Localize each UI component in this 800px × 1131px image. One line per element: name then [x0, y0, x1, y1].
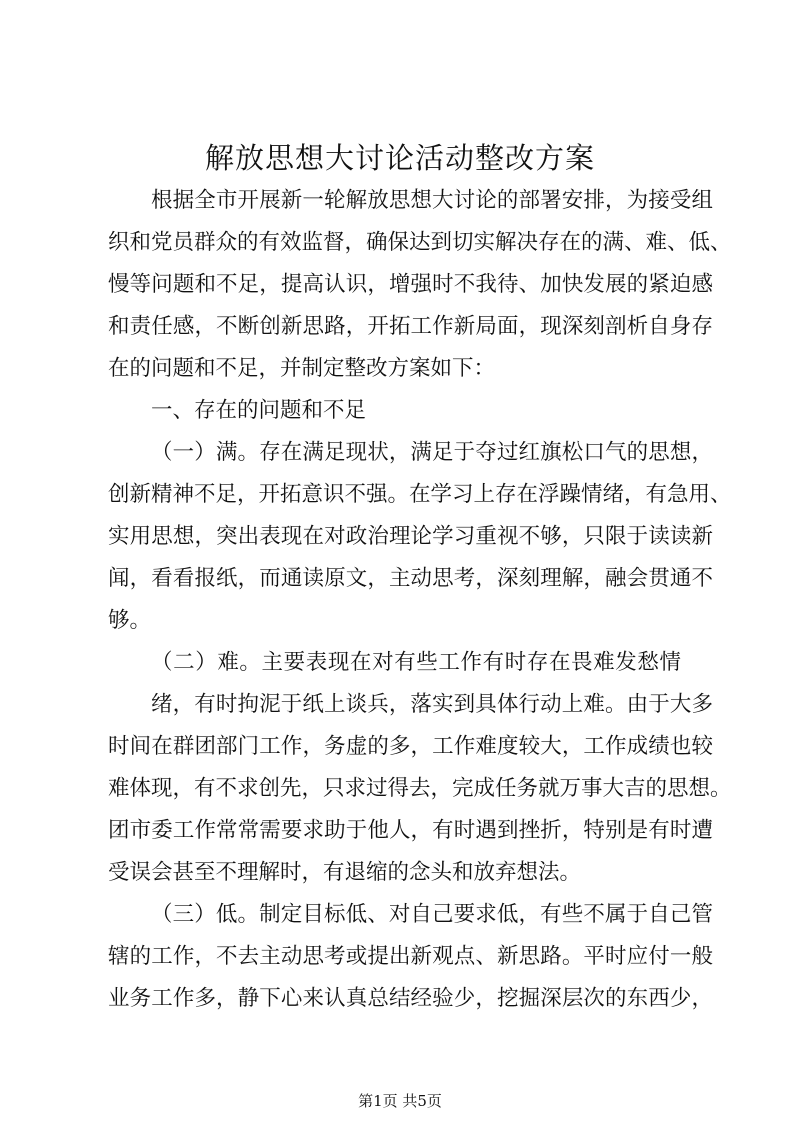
paragraph-line: 根据全市开展新一轮解放思想大讨论的部署安排，为接受组 [151, 188, 713, 213]
paragraph-line: 慢等问题和不足，提高认识，增强时不我待、加快发展的紧迫感 [108, 272, 713, 297]
paragraph-line: 业务工作多，静下心来认真总结经验少，挖掘深层次的东西少， [108, 986, 713, 1011]
paragraph-line: 绪，有时拘泥于纸上谈兵，落实到具体行动上难。由于大多 [151, 692, 713, 717]
paragraph-line: （一）满。存在满足现状，满足于夺过红旗松口气的思想， [151, 440, 713, 465]
document-title: 解放思想大讨论活动整改方案 [204, 141, 595, 175]
paragraph-line: 闻，看看报纸，而通读原文，主动思考，深刻理解，融会贯通不 [108, 566, 713, 591]
paragraph-line: 织和党员群众的有效监督，确保达到切实解决存在的满、难、低、 [108, 230, 732, 255]
paragraph-line: 创新精神不足，开拓意识不强。在学习上存在浮躁情绪，有急用、 [108, 482, 732, 507]
paragraph-line: 在的问题和不足，并制定整改方案如下： [108, 356, 496, 381]
paragraph-line: 辖的工作，不去主动思考或提出新观点、新思路。平时应付一般 [108, 944, 713, 969]
paragraph-line: 时间在群团部门工作，务虚的多，工作难度较大，工作成绩也较 [108, 734, 713, 759]
paragraph-line: （二）难。主要表现在对有些工作有时存在畏难发愁情 [151, 650, 681, 675]
section-heading: 一、存在的问题和不足 [151, 398, 367, 423]
paragraph-line: 够。 [108, 608, 152, 633]
paragraph-line: 和责任感，不断创新思路，开拓工作新局面，现深刻剖析自身存 [108, 314, 713, 339]
paragraph-line: （三）低。制定目标低、对自己要求低，有些不属于自己管 [151, 902, 713, 927]
paragraph-line: 团市委工作常常需要求助于他人，有时遇到挫折，特别是有时遭 [108, 818, 713, 843]
page-number-footer: 第1页 共5页 [358, 1092, 442, 1110]
paragraph-line: 难体现，有不求创先，只求过得去，完成任务就万事大吉的思想。 [108, 776, 732, 801]
paragraph-line: 受误会甚至不理解时，有退缩的念头和放弃想法。 [108, 860, 582, 885]
paragraph-line: 实用思想，突出表现在对政治理论学习重视不够，只限于读读新 [108, 524, 713, 549]
